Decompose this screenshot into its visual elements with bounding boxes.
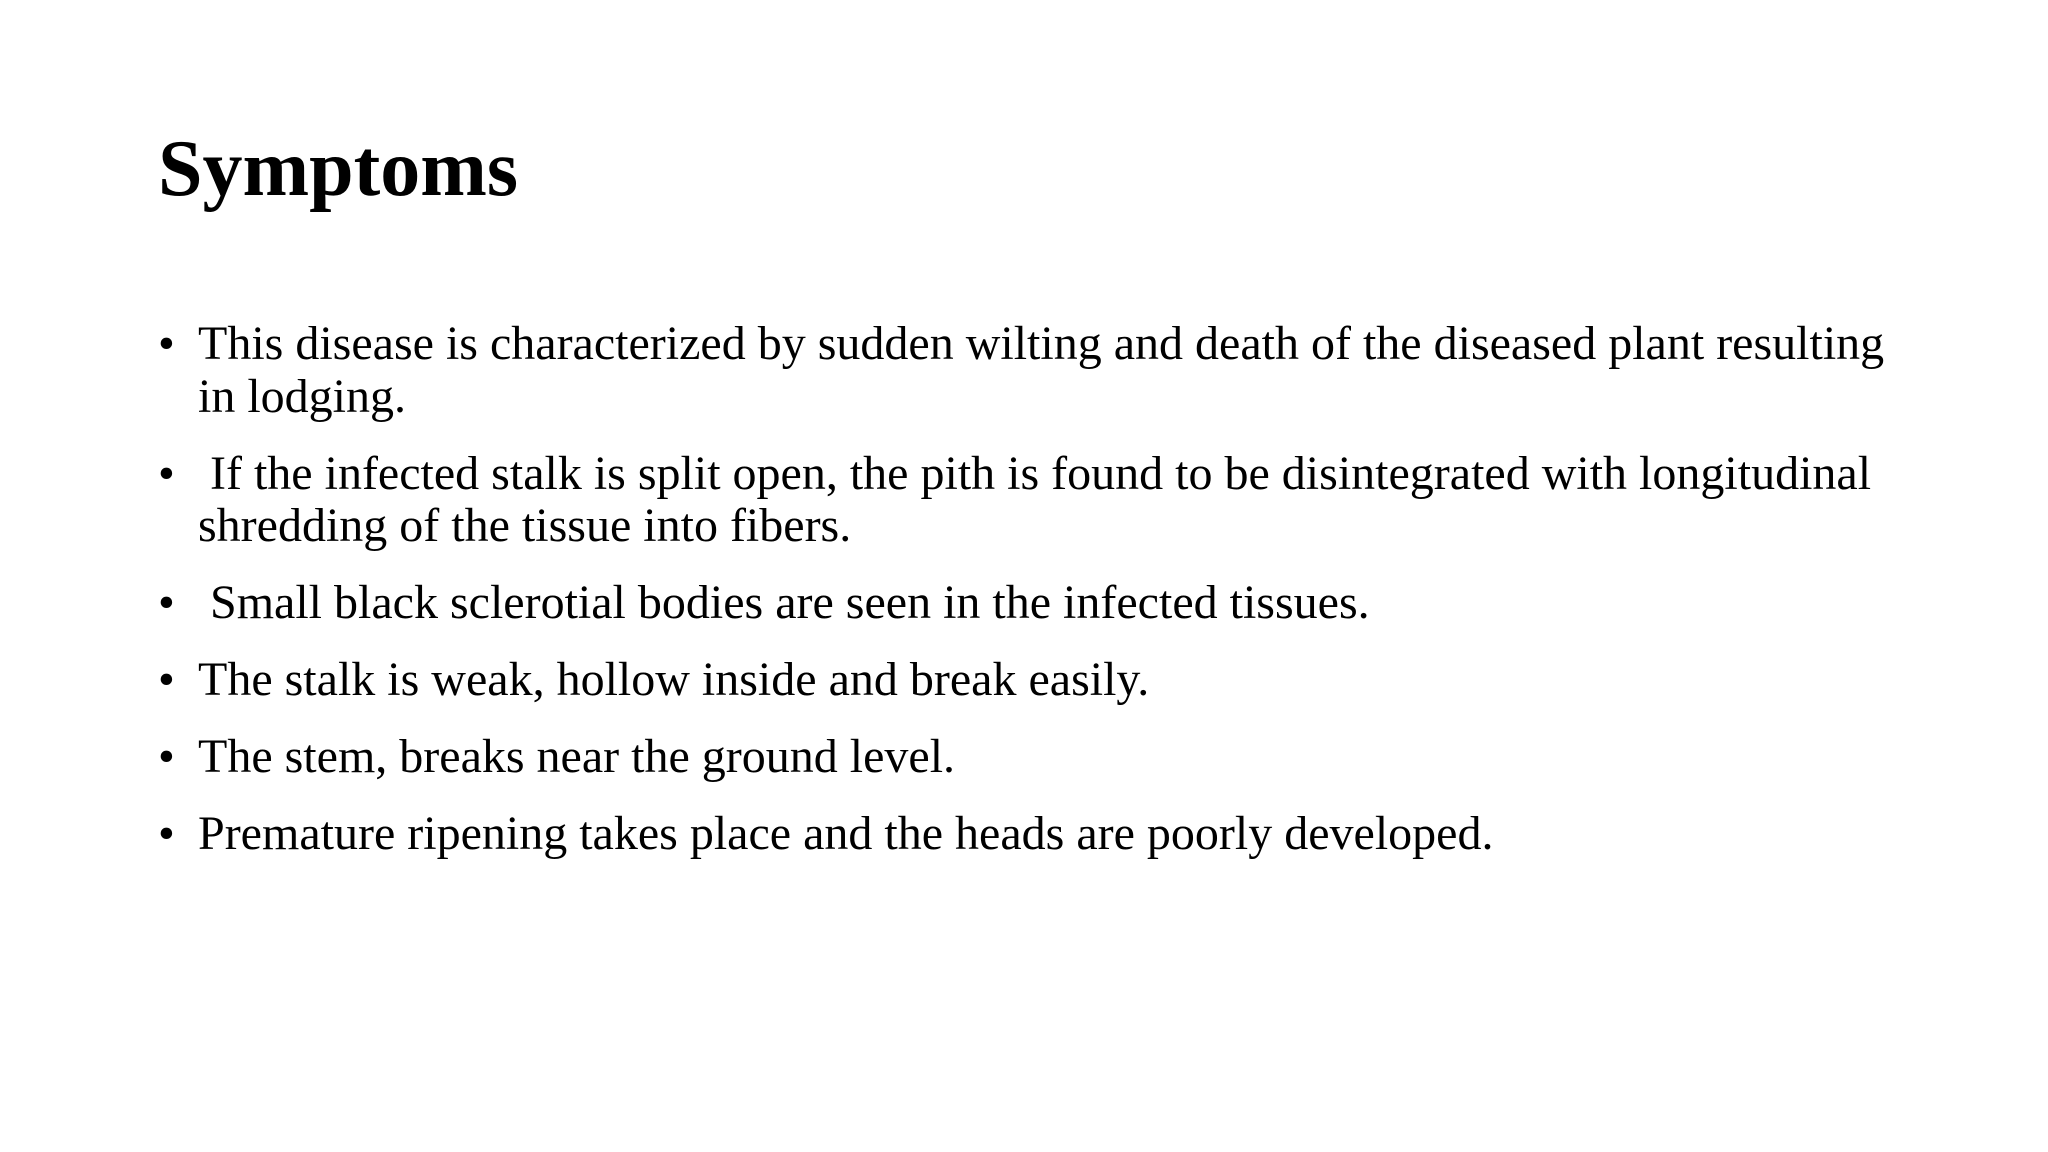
bullet-item [158, 654, 1928, 707]
slide-title: Symptoms [158, 125, 519, 213]
bullet-list [158, 318, 1928, 884]
bullet-text: Premature ripening takes place and the heads are poorly developed. [198, 806, 1494, 860]
bullet-text: The stalk is weak, hollow inside and break easily. [198, 652, 1150, 706]
bullet-icon: • [158, 446, 175, 500]
bullet-icon: • [158, 729, 175, 783]
bullet-icon: • [158, 317, 175, 370]
bullet-item [158, 577, 1928, 630]
bullet-text: This disease is characterized by sudden wilting and death of the diseased plant resulting in lodging. [198, 317, 1897, 423]
bullet-item [158, 448, 1928, 554]
bullet-item [158, 318, 1928, 424]
bullet-item [158, 731, 1928, 784]
bullet-text: Small black sclerotial bodies are seen in the infected tissues. [198, 576, 1370, 630]
bullet-text: If the infected stalk is split open, the pith is found to be disintegrated with longitudinal shredding of the tissue into fibers. [198, 446, 1884, 553]
bullet-icon: • [158, 652, 175, 706]
bullet-icon: • [158, 576, 175, 630]
bullet-text: The stem, breaks near the ground level. [198, 729, 956, 783]
bullet-item [158, 808, 1928, 861]
bullet-icon: • [158, 806, 175, 860]
